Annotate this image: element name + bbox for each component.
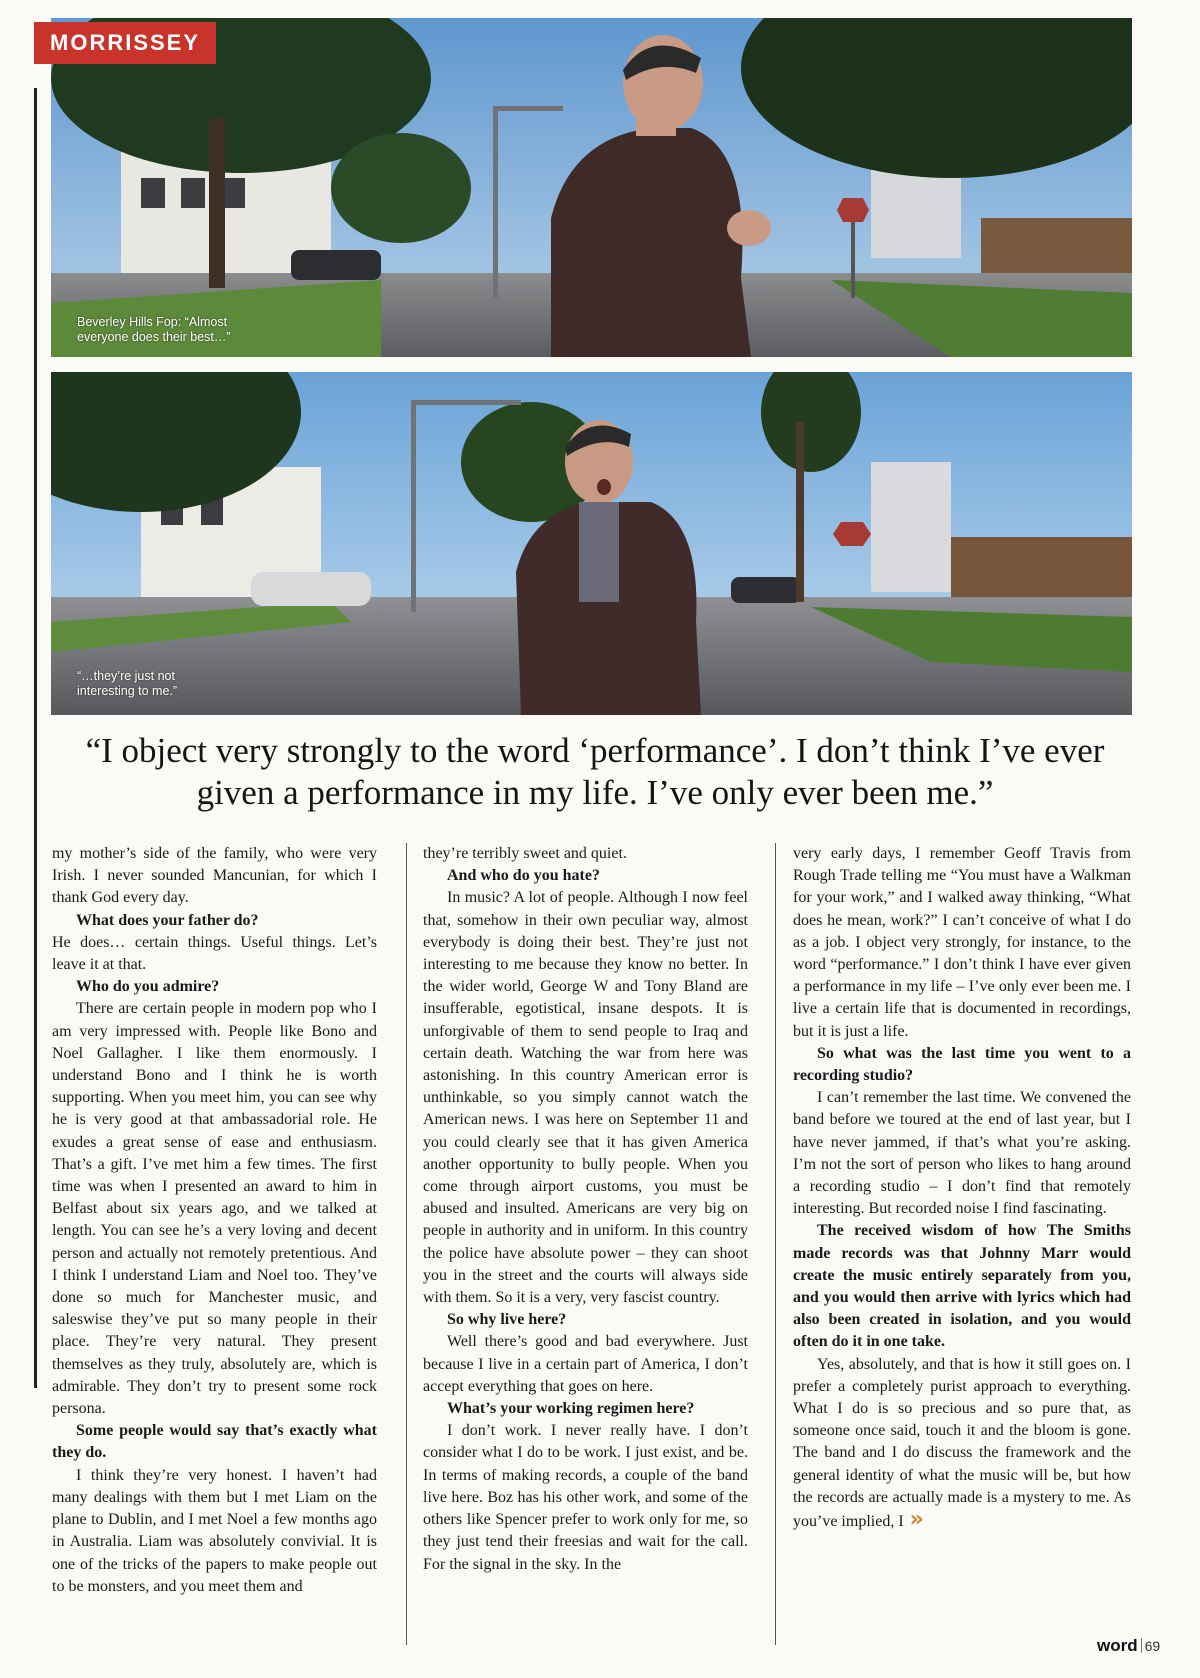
body-paragraph	[423, 887, 748, 1309]
folio-divider	[1141, 1638, 1142, 1653]
body-paragraph	[52, 843, 377, 910]
paragraph-text: What’s your working regimen here?	[447, 1400, 695, 1418]
paragraph-text: He does… certain things. Useful things. Let’s leave it at that.	[52, 933, 377, 974]
article-column-3	[793, 843, 1131, 1533]
interview-question	[793, 1220, 1131, 1353]
margin-rule	[34, 88, 37, 1388]
paragraph-text: I don’t work. I never really have. I don’t consider what I do to be work. I just exist, and be. In terms of making records, a couple of the band live here. Boz has his other work, and some of the others like Spencer prefer to work only for me, so they just tend their freesias and wait for the call. For the signal in the sky. In the	[423, 1422, 748, 1573]
paragraph-text: So what was the last time you went to a recording studio?	[793, 1044, 1131, 1085]
paragraph-text: Some people would say that’s exactly what they do.	[52, 1422, 377, 1462]
magazine-name: word	[1097, 1636, 1138, 1655]
interview-question	[423, 1309, 748, 1331]
paragraph-text: Yes, absolutely, and that is how it still goes on. I prefer a completely purist approach to everything. What I do is so precious and so pure that, as someone once said, touch it and the bloom is gone. The band and I do discuss the framework and the general identity of what the music will be, but how the records are actually made is a mystery to me. As you’ve implied, I	[793, 1355, 1131, 1531]
page-folio	[1097, 1636, 1160, 1656]
paragraph-text: And who do you hate?	[447, 867, 600, 885]
street-scene-image-2	[51, 372, 1132, 715]
page-number: 69	[1144, 1638, 1161, 1654]
article-column-2	[423, 843, 748, 1576]
paragraph-text: Well there’s good and bad everywhere. Just because I live in a certain part of America, I don’t accept everything that goes on here.	[423, 1333, 748, 1395]
body-paragraph	[423, 843, 748, 865]
photo-bottom	[51, 372, 1132, 715]
paragraph-text: Who do you admire?	[76, 978, 220, 996]
interview-question	[793, 1043, 1131, 1087]
paragraph-text: I think they’re very honest. I haven’t had many dealings with them but I met Liam on the plane to Dublin, and I met Noel a few months ago in Australia. Liam was absolutely convivial. It is one of the tricks of the papers to make people out to be monsters, and you meet them and	[52, 1466, 377, 1595]
paragraph-text: So why live here?	[447, 1311, 567, 1329]
street-scene-image-1	[51, 18, 1132, 357]
body-paragraph	[793, 843, 1131, 1043]
column-rule	[406, 843, 407, 1645]
interview-question	[423, 1398, 748, 1420]
interview-question	[423, 865, 748, 887]
body-paragraph	[52, 932, 377, 976]
paragraph-text: In music? A lot of people. Although I now feel that, somehow in their own peculiar way, almost everybody is doing their best. They’re just not interesting to me because they know no better. In the wider world, George W and Tony Bland are insufferable, egotistical, insane despots. It is unforgivable of them to send people to Iraq and certain death. Watching the war from here was astonishing. In this country American error is unthinkable, so you simply cannot watch the American news. I was here on September 11 and you could clearly see that it has given America another opportunity to bully people. When you come through airport customs, you must be abused and insulted. Americans are very big on people in authority and in uniform. In this country the police have absolute power – they can shoot you in the street and the courts will always side with them. So it is a very, very fascist country.	[423, 889, 748, 1307]
paragraph-text: The received wisdom of how The Smiths made records was that Johnny Marr would create the music entirely separately from you, and you would then arrive with lyrics which had also been created in isolation, and you would often do it in one take.	[793, 1222, 1131, 1351]
column-rule	[775, 843, 776, 1645]
continues-arrow-icon: »	[909, 1507, 924, 1533]
body-paragraph	[793, 1354, 1131, 1534]
body-paragraph	[423, 1331, 748, 1398]
section-tag: MORRISSEY	[34, 22, 216, 64]
interview-question	[52, 910, 377, 932]
photo-caption-2: “…they’re just not interesting to me.”	[77, 669, 178, 698]
interview-question	[52, 1420, 377, 1464]
pull-quote: “I object very strongly to the word ‘performance’. I don’t think I’ve ever given a performance in my life. I’ve only ever been me.”	[85, 731, 1105, 812]
body-paragraph	[52, 1465, 377, 1598]
body-paragraph	[52, 998, 377, 1420]
photo-top	[51, 18, 1132, 357]
paragraph-text: What does your father do?	[76, 911, 259, 929]
photo-caption-1: Beverley Hills Fop: “Almost everyone does their best…”	[77, 315, 231, 344]
paragraph-text: they’re terribly sweet and quiet.	[423, 845, 627, 862]
body-paragraph	[793, 1087, 1131, 1220]
paragraph-text: I can’t remember the last time. We convened the band before we toured at the end of last year, but I have never jammed, if that’s what you’re asking. I’m not the sort of person who likes to hang around a recording studio – I don’t find that remotely interesting. But recorded noise I find fascinating.	[793, 1089, 1131, 1218]
paragraph-text: my mother’s side of the family, who were very Irish. I never sounded Mancunian, for which I thank God every day.	[52, 845, 377, 907]
paragraph-text: There are certain people in modern pop who I am very impressed with. People like Bono and Noel Gallagher. I like them enormously. I understand Bono and I think he is worth supporting. When you meet him, you can see why he is very good at that ambassadorial role. He exudes a great sense of ease and enthusiasm. That’s a gift. I’ve met him a few times. The first time was when I presented an award to him in Belfast about six years ago, and we talked at length. You can see he’s a very loving and decent person and actually not remotely pretentious. And I think I understand Liam and Noel too. They’ve done so much for Manchester music, and saleswise they’ve put so many people in their place. They’re very natural. They present themselves as they truly, absolutely are, which is admirable. They don’t try to present some rock persona.	[52, 1000, 377, 1418]
article-column-1	[52, 843, 377, 1598]
interview-question	[52, 976, 377, 998]
paragraph-text: very early days, I remember Geoff Travis from Rough Trade telling me “You must have a Walkman for your work,” and I walked away thinking, “What does he mean, work?” I can’t conceive of what I do as a job. I object very strongly, for instance, to the word “performance.” I don’t think I have ever given a performance in my life – I’ve only ever been me. I live a certain life that is documented in recordings, but it is just a life.	[793, 845, 1131, 1040]
body-paragraph	[423, 1420, 748, 1575]
